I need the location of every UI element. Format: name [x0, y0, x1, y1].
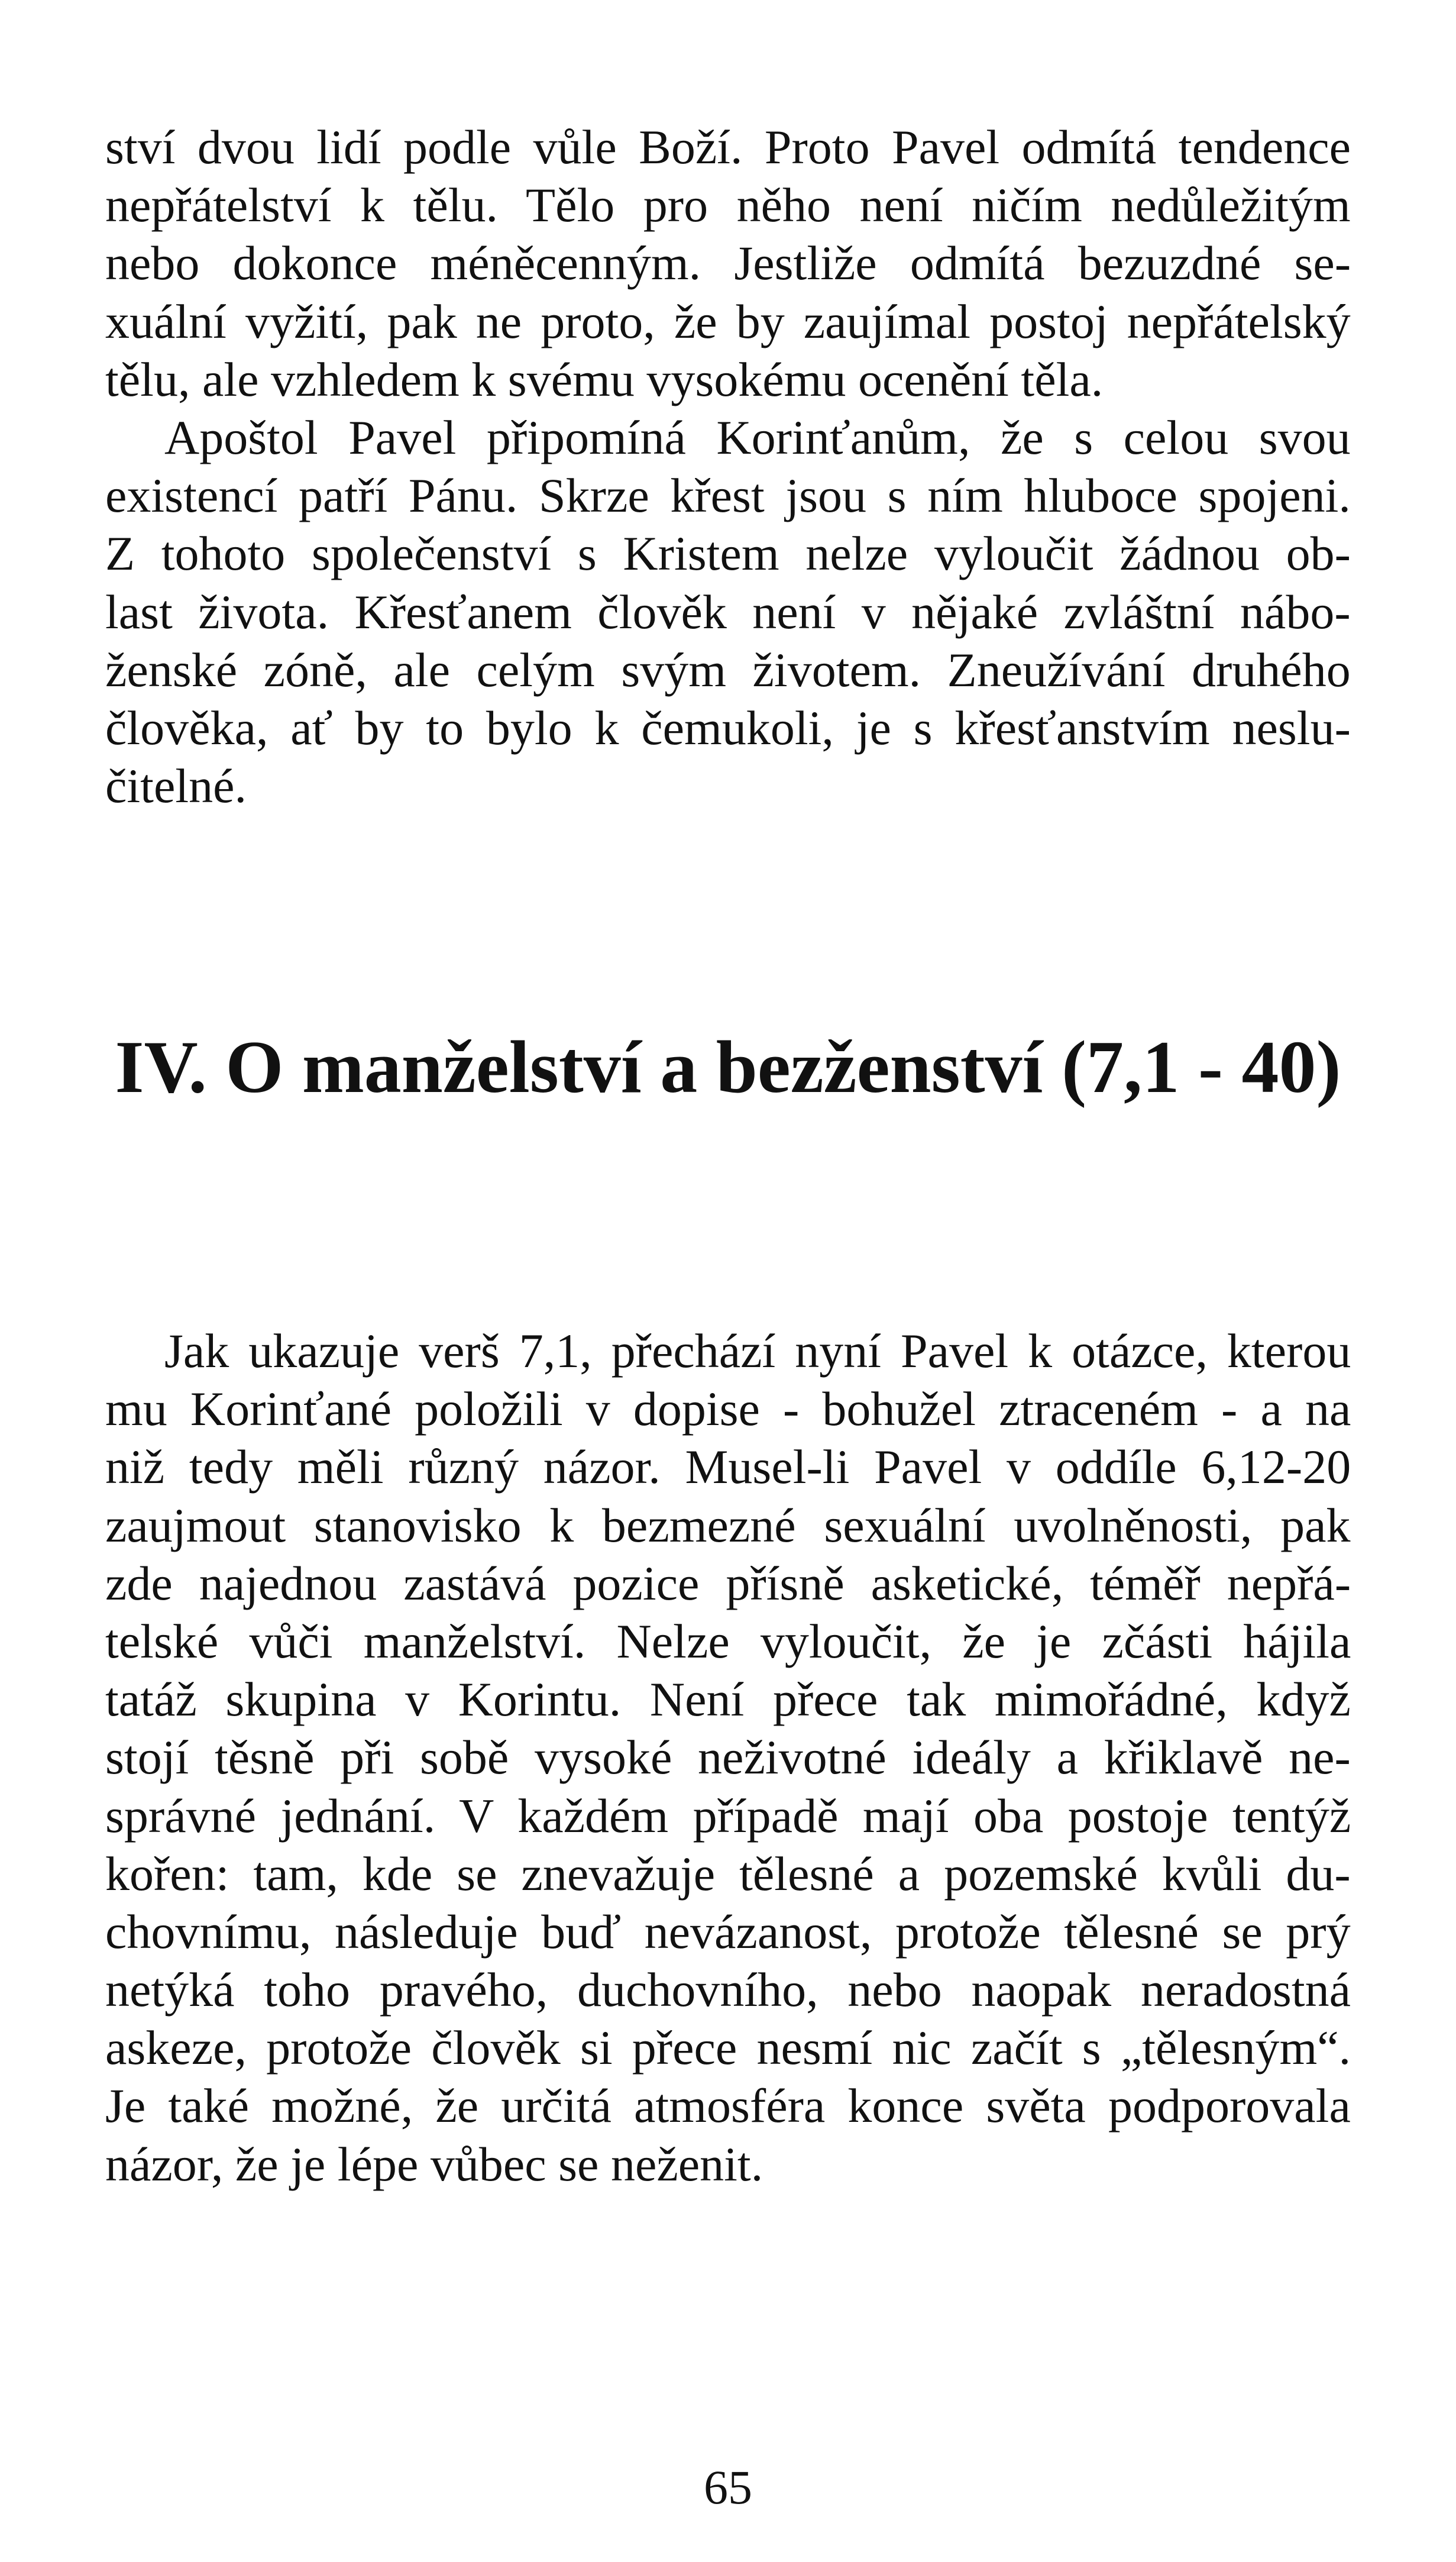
text-line: nepřátelství k tělu. Tělo pro něho není ničím nedůležitým	[105, 178, 1351, 232]
text-line: niž tedy měli různý názor. Musel-li Pavel v oddíle 6,12-20	[105, 1440, 1351, 1494]
text-line: tělu, ale vzhledem k svému vysokému ocenění těla.	[105, 352, 1104, 406]
text-line: člověka, ať by to bylo k čemukoli, je s křesťanstvím neslu-	[105, 700, 1351, 755]
text-line: netýká toho pravého, duchovního, nebo naopak neradostná	[105, 1963, 1351, 2017]
text-line: Z tohoto společenství s Kristem nelze vyloučit žádnou ob-	[105, 526, 1351, 581]
paragraph-continued	[105, 118, 1351, 409]
text-line: kořen: tam, kde se znevažuje tělesné a pozemské kvůli du-	[105, 1846, 1351, 1901]
text-line: ství dvou lidí podle vůle Boží. Proto Pavel odmítá tendence	[105, 120, 1351, 174]
section-heading: IV. O manželství a bezženství (7,1 - 40)	[115, 1026, 1341, 1109]
text-line: zde najednou zastává pozice přísně asketické, téměř nepřá-	[105, 1556, 1351, 1610]
text-line: tatáž skupina v Korintu. Není přece tak mimořádné, když	[105, 1672, 1351, 1727]
text-line: ženské zóně, ale celým svým životem. Zneužívání druhého	[105, 642, 1351, 697]
text-line: čitelné.	[105, 759, 247, 813]
page-content	[105, 118, 1351, 2191]
text-line: zaujmout stanovisko k bezmezné sexuální uvolněnosti, pak	[105, 1498, 1351, 1552]
paragraph-apostle	[105, 409, 1351, 815]
text-line: telské vůči manželství. Nelze vyloučit, že je zčásti hájila	[105, 1614, 1351, 1668]
text-line: Je také možné, že určitá atmosféra konce světa podporovala	[105, 2079, 1351, 2133]
text-line: existencí patří Pánu. Skrze křest jsou s ním hluboce spojeni.	[105, 469, 1351, 523]
text-line: chovnímu, následuje buď nevázanost, protože tělesné se prý	[105, 1904, 1351, 1959]
paragraph-marriage	[105, 1322, 1351, 2193]
page-number: 65	[704, 2460, 752, 2514]
text-line: mu Korinťané položili v dopise - bohužel ztraceném - a na	[105, 1382, 1351, 1436]
text-line: stojí těsně při sobě vysoké neživotné ideály a křiklavě ne-	[105, 1730, 1351, 1785]
text-line: Jak ukazuje verš 7,1, přechází nyní Pavel k otázce, kterou	[164, 1324, 1351, 1378]
text-line: správné jednání. V každém případě mají oba postoje tentýž	[105, 1788, 1351, 1843]
text-line: last života. Křesťanem člověk není v nějaké zvláštní nábo-	[105, 584, 1351, 639]
text-line: Apoštol Pavel připomíná Korinťanům, že s celou svou	[164, 410, 1351, 464]
text-line: názor, že je lépe vůbec se neženit.	[105, 2137, 763, 2191]
text-line: xuální vyžití, pak ne proto, že by zaujímal postoj nepřátelský	[105, 294, 1351, 348]
text-line: nebo dokonce méněcenným. Jestliže odmítá bezuzdné se-	[105, 236, 1351, 290]
text-line: askeze, protože člověk si přece nesmí nic začít s „tělesným“.	[105, 2021, 1351, 2075]
